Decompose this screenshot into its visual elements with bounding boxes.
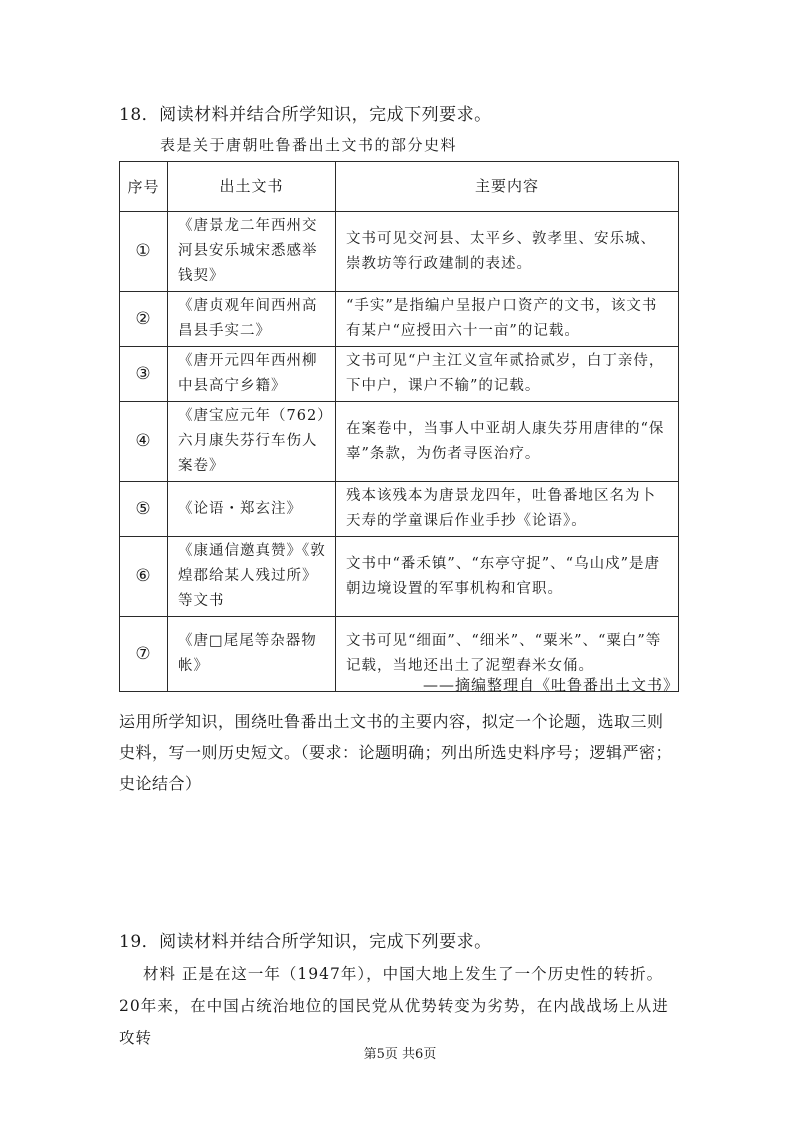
row-number: ② [120, 292, 168, 347]
row-document: 《唐景龙二年西州交河县安乐城宋悉感举钱契》 [168, 212, 336, 292]
row-content: 文书中“番禾镇”、“东亭守捉”、“乌山戍”是唐朝边境设置的军事机构和官职。 [336, 537, 679, 617]
header-doc: 出土文书 [168, 162, 336, 212]
question-18-prompt: 运用所学知识，围绕吐鲁番出土文书的主要内容，拟定一个论题，选取三则史料，写一则历史短文。（要求：论题明确；列出所选史料序号；逻辑严密；史论结合） [119, 712, 673, 793]
table-row [120, 402, 679, 482]
row-number: ⑤ [120, 482, 168, 537]
table-row [120, 347, 679, 402]
table-caption: 表是关于唐朝吐鲁番出土文书的部分史料 [160, 136, 458, 154]
row-document: 《论语・郑玄注》 [168, 482, 336, 537]
table-row [120, 292, 679, 347]
table-row [120, 212, 679, 292]
row-content: “手实”是指编户呈报户口资产的文书，该文书有某户“应授田六十一亩”的记载。 [336, 292, 679, 347]
row-document: 《唐□尾尾等杂器物帐》 [168, 617, 336, 692]
row-document: 《康通信邀真赞》《敦煌郡给某人残过所》等文书 [168, 537, 336, 617]
question-18-title: 18．阅读材料并结合所学知识，完成下列要求。 [119, 105, 492, 125]
row-document: 《唐开元四年西州柳中县高宁乡籍》 [168, 347, 336, 402]
question-19-material: 材料 正是在这一年（1947年），中国大地上发生了一个历史性的转折。20年来，在中国占统治地位的国民党从优势转变为劣势，在内战战场上从进攻转 [119, 965, 669, 1047]
header-content: 主要内容 [336, 162, 679, 212]
row-number: ③ [120, 347, 168, 402]
row-document: 《唐贞观年间西州高昌县手实二》 [168, 292, 336, 347]
table-row [120, 537, 679, 617]
row-document: 《唐宝应元年（762）六月康失芬行车伤人案卷》 [168, 402, 336, 482]
row-number: ⑦ [120, 617, 168, 692]
source-table [119, 161, 679, 692]
row-number: ⑥ [120, 537, 168, 617]
table-row [120, 482, 679, 537]
row-content: 残本该残本为唐景龙四年，吐鲁番地区名为卜天寿的学童课后作业手抄《论语》。 [336, 482, 679, 537]
row-content: 文书可见“户主江义宣年贰拾贰岁，白丁亲侍，下中户，课户不输”的记载。 [336, 347, 679, 402]
row-number: ④ [120, 402, 168, 482]
row-content: 文书可见交河县、太平乡、敦孝里、安乐城、崇教坊等行政建制的表述。 [336, 212, 679, 292]
page-footer: 第5页 共6页 [363, 1047, 437, 1062]
question-19-title: 19．阅读材料并结合所学知识，完成下列要求。 [119, 932, 492, 952]
header-num: 序号 [120, 162, 168, 212]
source-citation: ——摘编整理自《吐鲁番出土文书》 [422, 676, 679, 694]
row-content: 文书可见“细面”、“细米”、“粟米”、“粟白”等记载，当地还出土了泥塑舂米女俑。 [336, 617, 679, 692]
row-content: 在案卷中，当事人中亚胡人康失芬用唐律的“保辜”条款，为伤者寻医治疗。 [336, 402, 679, 482]
row-number: ① [120, 212, 168, 292]
